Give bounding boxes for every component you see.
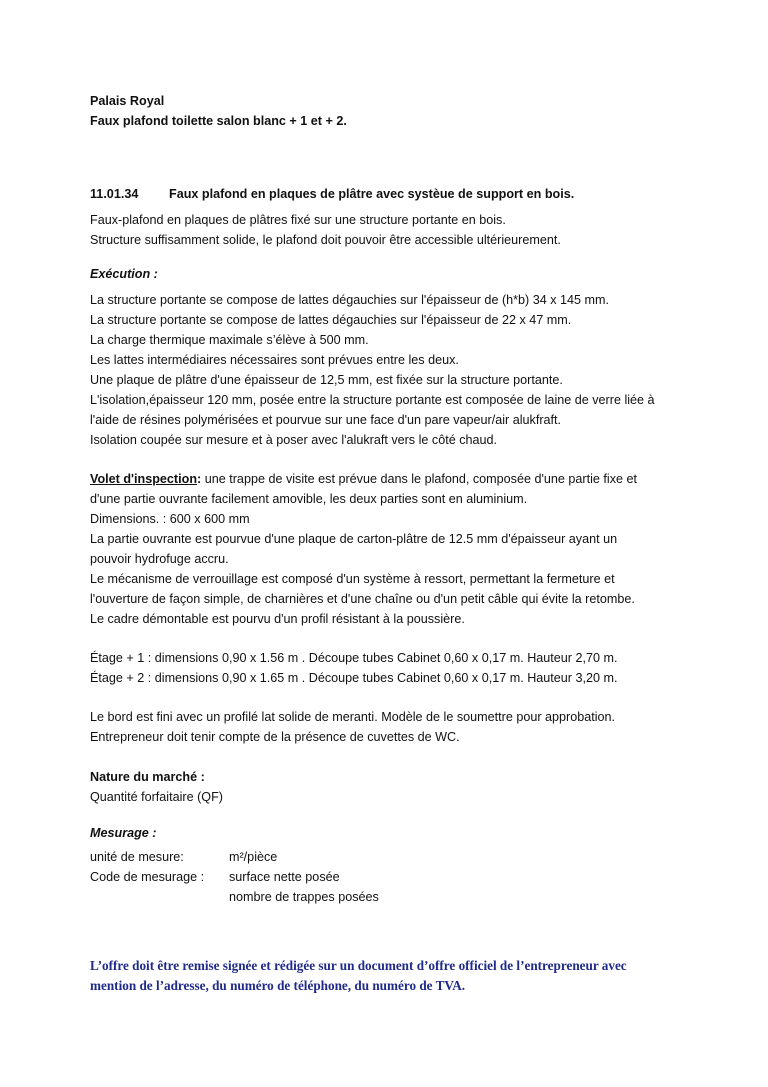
floor-line: Étage + 2 : dimensions 0,90 x 1.65 m . Découpe tubes Cabinet 0,60 x 0,17 m. Hauteur 3,20 m. [90,671,618,685]
inspection-first-line: une trappe de visite est prévue dans le plafond, composée d'une partie fixe et [201,472,638,486]
finish-block [90,707,690,747]
measurement-heading: Mesurage : [90,826,157,840]
finish-line: Entrepreneur doit tenir compte de la présence de cuvettes de WC. [90,730,460,744]
inspection-colon: : [197,472,202,486]
execution-body [90,290,690,450]
execution-line: Une plaque de plâtre d'une épaisseur de 12,5 mm, est fixée sur la structure portante. [90,373,563,387]
execution-line: L'isolation,épaisseur 120 mm, posée entre la structure portante est composée de laine de verre liée à [90,393,655,407]
inspection-label: Volet d'inspection [90,472,198,486]
inspection-line: Le cadre démontable est pourvu d'un profil résistant à la poussière. [90,612,465,626]
inspection-block [90,469,690,629]
execution-line: l'aide de résines polymérisées et pourvue sur une face d'un pare vapeur/air alukfraft. [90,413,562,427]
section-title: Faux plafond en plaques de plâtre avec systèue de support en bois. [169,187,575,201]
document-header [90,91,690,131]
intro-line: Structure suffisamment solide, le plafond doit pouvoir être accessible ultérieurement. [90,233,561,247]
floor-line: Étage + 1 : dimensions 0,90 x 1.56 m . Découpe tubes Cabinet 0,60 x 0,17 m. Hauteur 2,70 m. [90,651,618,665]
offer-notice [90,956,700,996]
unit-value: m²/pièce [229,850,278,864]
code-value: surface nette posée [229,870,340,884]
section-code: 11.01.34 [90,187,139,201]
document-subtitle: Faux plafond toilette salon blanc + 1 et + 2. [90,114,347,128]
inspection-line: pouvoir hydrofuge accru. [90,552,229,566]
code-label: Code de mesurage : [90,870,205,884]
execution-line: La structure portante se compose de lattes dégauchies sur l'épaisseur de 22 x 47 mm. [90,313,572,327]
unit-label: unité de mesure: [90,850,184,864]
offer-line: L’offre doit être remise signée et rédigée sur un document d’offre officiel de l’entrepreneur avec [90,958,627,973]
market-heading: Nature du marché : [90,770,205,784]
finish-line: Le bord est fini avec un profilé lat solide de meranti. Modèle de le soumettre pour approbation. [90,710,616,724]
document-title: Palais Royal [90,94,165,108]
measurement-block [90,847,690,907]
code-value: nombre de trappes posées [229,890,379,904]
execution-heading: Exécution : [90,267,158,281]
execution-line: La charge thermique maximale s’élève à 500 mm. [90,333,369,347]
section-intro [90,210,690,250]
execution-line: Isolation coupée sur mesure et à poser avec l'alukraft vers le côté chaud. [90,433,498,447]
execution-line: La structure portante se compose de lattes dégauchies sur l'épaisseur de (h*b) 34 x 145 mm. [90,293,610,307]
execution-line: Les lattes intermédiaires nécessaires sont prévues entre les deux. [90,353,459,367]
inspection-line: d'une partie ouvrante facilement amovible, les deux parties sont en aluminium. [90,492,528,506]
offer-line: mention de l’adresse, du numéro de téléphone, du numéro de TVA. [90,978,466,993]
inspection-line: l'ouverture de façon simple, de charnières et d'une chaîne ou d'un petit câble qui évite la retombe. [90,592,635,606]
inspection-line: La partie ouvrante est pourvue d'une plaque de carton-plâtre de 12.5 mm d'épaisseur ayant un [90,532,618,546]
inspection-line: Le mécanisme de verrouillage est composé d'un système à ressort, permettant la fermeture et [90,572,615,586]
section-heading [90,184,690,204]
floors-block [90,648,690,688]
market-block [90,767,690,807]
market-value: Quantité forfaitaire (QF) [90,790,223,804]
inspection-line: Dimensions. : 600 x 600 mm [90,512,250,526]
intro-line: Faux-plafond en plaques de plâtres fixé sur une structure portante en bois. [90,213,506,227]
